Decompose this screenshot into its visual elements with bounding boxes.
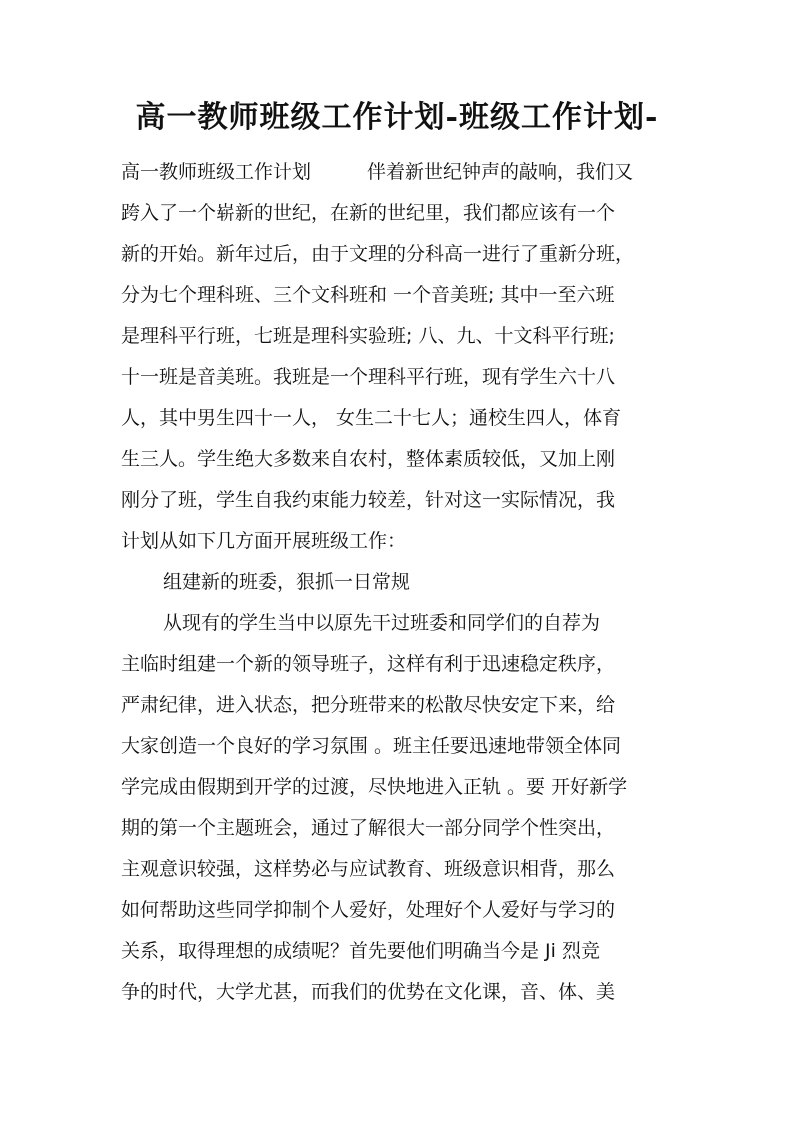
paragraph-line: 关系，取得理想的成绩呢？首先要他们明确当今是 Ji 烈竞 bbox=[121, 940, 600, 962]
paragraph-line: 主观意识较强，这样势必与应试教育、班级意识相背，那么 bbox=[121, 858, 616, 880]
document-body bbox=[121, 152, 681, 1013]
paragraph-line: 人，其中男生四十一人， 女生二十七人；通校生四人，体育 bbox=[121, 407, 622, 429]
paragraph-line bbox=[121, 152, 681, 193]
paragraph-line: 生三人。学生绝大多数来自农村，整体素质较低，又加上刚 bbox=[121, 448, 616, 470]
paragraph-line: 如何帮助这些同学抑制个人爱好，处理好个人爱好与学习的 bbox=[121, 899, 616, 921]
text-span: 伴着新世纪钟声的敲响，我们又 bbox=[367, 161, 634, 183]
paragraph-line: 是理科平行班，七班是理科实验班; 八、九、十文科平行班; bbox=[121, 325, 615, 347]
inline-heading: 高一教师班级工作计划 bbox=[121, 161, 312, 183]
document-title: 高一教师班级工作计划-班级工作计划- bbox=[135, 100, 659, 135]
paragraph-line: 从现有的学生当中以原先干过班委和同学们的自荐为 bbox=[163, 612, 601, 634]
paragraph-line: 刚分了班，学生自我约束能力较差，针对这一实际情况，我 bbox=[121, 489, 616, 511]
paragraph-line: 十一班是音美班。我班是一个理科平行班，现有学生六十八 bbox=[121, 366, 616, 388]
paragraph-line: 计划从如下几方面开展班级工作： bbox=[121, 530, 407, 552]
paragraph-line: 跨入了一个崭新的世纪，在新的世纪里，我们都应该有一个 bbox=[121, 202, 616, 224]
paragraph-line: 学完成由假期到开学的过渡，尽快地进入正轨 。要 开好新学 bbox=[121, 776, 628, 798]
paragraph-line: 严肃纪律，进入状态，把分班带来的松散尽快安定下来，给 bbox=[121, 694, 616, 716]
paragraph-line: 新的开始。新年过后，由于文理的分科高一进行了重新分班， bbox=[121, 243, 635, 265]
paragraph-line: 主临时组建一个新的领导班子，这样有利于迅速稳定秩序， bbox=[121, 653, 616, 675]
paragraph-line: 争的时代，大学尤甚，而我们的优势在文化课，音、体、美 bbox=[121, 981, 616, 1003]
paragraph-line: 期的第一个主题班会，通过了解很大一部分同学个性突出， bbox=[121, 817, 616, 839]
paragraph-line: 大家创造一个良好的学习氛围 。班主任要迅速地带领全体同 bbox=[121, 735, 622, 757]
section-heading: 组建新的班委，狠抓一日常规 bbox=[163, 571, 411, 593]
paragraph-line: 分为七个理科班、三个文科班和 一个音美班; 其中一至六班 bbox=[121, 284, 615, 306]
